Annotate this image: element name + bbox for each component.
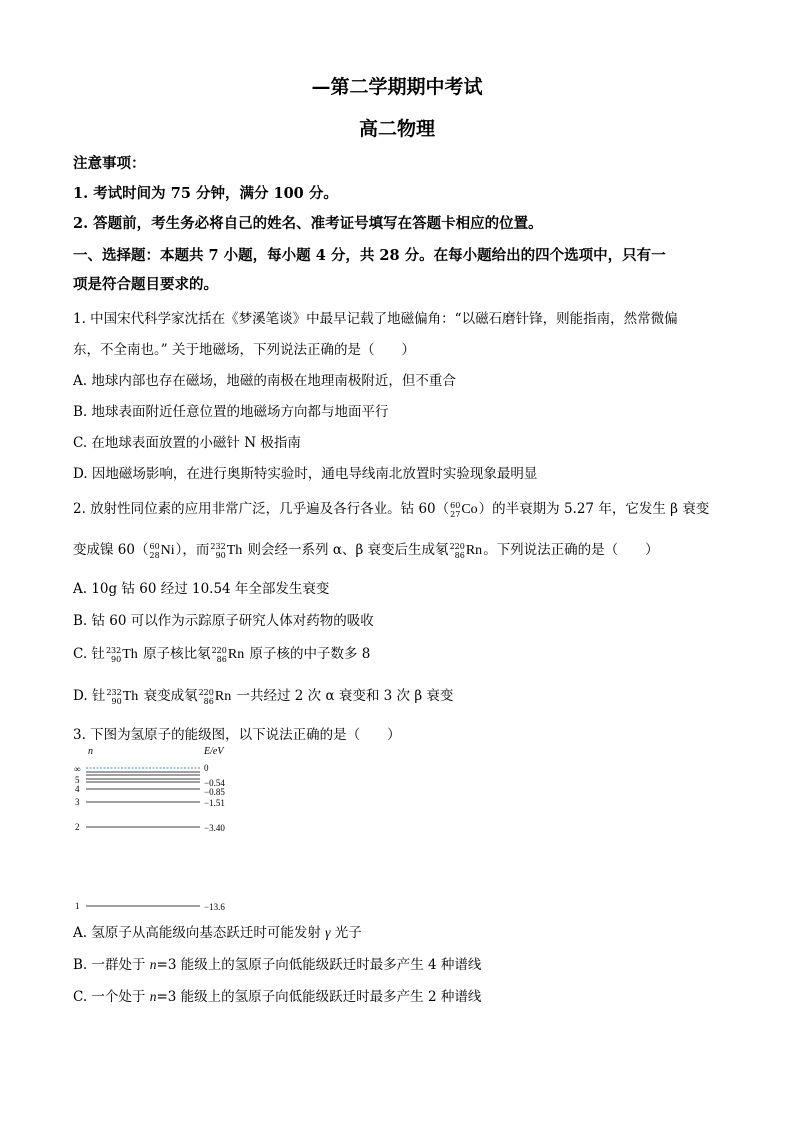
n-label-inf: ∞ bbox=[74, 764, 81, 774]
energy-label-5: −0.54 bbox=[204, 778, 225, 788]
subject-title: 高二物理 bbox=[358, 118, 435, 140]
question-1-line-1: 1. 中国宋代科学家沈括在《梦溪笔谈》中最早记载了地磁偏角：“以磁石磨针锋，则能指南，然常微偏 bbox=[73, 311, 678, 327]
n-label-2: 2 bbox=[75, 822, 80, 832]
isotope-th232: 232 90 Th bbox=[210, 541, 243, 560]
notice-item-1: 1. 考试时间为 75 分钟，满分 100 分。 bbox=[73, 185, 338, 202]
isotope-rn220: 220 86 Rn bbox=[449, 541, 483, 560]
isotope-ni60: 60 28 Ni bbox=[149, 541, 175, 560]
n-label-1: 1 bbox=[75, 901, 80, 911]
n-label-5: 5 bbox=[75, 775, 80, 785]
question-3-option-a: A. 氢原子从高能级向基态跃迁时可能发射 γ 光子 bbox=[73, 925, 362, 941]
notice-heading: 注意事项： bbox=[73, 155, 146, 172]
question-3-stem: 3. 下图为氢原子的能级图，以下说法正确的是（ ） bbox=[73, 727, 401, 743]
isotope-co60: 60 27 Co bbox=[450, 500, 478, 519]
question-2-option-b: B. 钴 60 可以作为示踪原子研究人体对药物的吸收 bbox=[73, 613, 374, 629]
section-heading-line-2: 项是符合题目要求的。 bbox=[73, 276, 218, 293]
energy-label-4: −0.85 bbox=[204, 787, 225, 797]
axis-label-energy: E/eV bbox=[204, 746, 224, 757]
question-3-option-c: C. 一个处于 n=3 能级上的氢原子向低能级跃迁时最多产生 2 种谱线 bbox=[73, 989, 482, 1005]
question-2-option-d: D. 钍 232 90 Th 衰变成氡 220 86 Rn 一共经过 2 次 α 衰变和 3 次 β 衰变 bbox=[73, 687, 454, 706]
isotope-rn220: 220 86 Rn bbox=[211, 645, 245, 664]
question-1-line-2: 东，不全南也。” 关于地磁场，下列说法正确的是（ ） bbox=[73, 342, 415, 358]
question-2-option-a: A. 10g 钴 60 经过 10.54 年全部发生衰变 bbox=[73, 581, 330, 597]
n-label-4: 4 bbox=[75, 784, 80, 794]
question-1-option-c: C. 在地球表面放置的小磁针 N 极指南 bbox=[73, 435, 301, 451]
energy-label-inf: 0 bbox=[204, 763, 209, 773]
question-1-option-b: B. 地球表面附近任意位置的地磁场方向都与地面平行 bbox=[73, 404, 389, 420]
exam-title: —第二学期期中考试 bbox=[311, 76, 483, 98]
axis-label-n: n bbox=[88, 746, 93, 757]
isotope-rn220: 220 86 Rn bbox=[198, 687, 232, 706]
energy-level-diagram bbox=[70, 742, 320, 914]
question-2-option-c: C. 钍 232 90 Th 原子核比氡 220 86 Rn 原子核的中子数多 8 bbox=[73, 645, 371, 664]
n-label-3: 3 bbox=[75, 797, 80, 807]
question-3-option-b: B. 一群处于 n=3 能级上的氢原子向低能级跃迁时最多产生 4 种谱线 bbox=[73, 957, 482, 973]
question-1-option-d: D. 因地磁场影响，在进行奥斯特实验时，通电导线南北放置时实验现象最明显 bbox=[73, 466, 538, 482]
isotope-th232: 232 90 Th bbox=[105, 645, 138, 664]
question-2-line-1: 2. 放射性同位素的应用非常广泛，几乎遍及各行各业。钴 60（ 60 27 Co ）的半衰期为 5.27 年，它发生 β 衰变 bbox=[73, 500, 710, 519]
question-2-line-2: 变成镍 60（ 60 28 Ni ），而 232 90 Th 则会经一系列 α、β 衰变后生成氡 220 86 Rn 。下列说法正确的是（ ） bbox=[73, 541, 659, 560]
energy-label-2: −3.40 bbox=[204, 823, 225, 833]
notice-item-2: 2. 答题前，考生务必将自己的姓名、准考证号填写在答题卡相应的位置。 bbox=[73, 215, 543, 232]
isotope-th232: 232 90 Th bbox=[106, 687, 139, 706]
energy-label-3: −1.51 bbox=[204, 798, 225, 808]
question-1-option-a: A. 地球内部也存在磁场，地磁的南极在地理南极附近，但不重合 bbox=[73, 373, 456, 389]
energy-label-1: −13.6 bbox=[204, 902, 225, 912]
section-heading-line-1: 一、选择题：本题共 7 小题，每小题 4 分，共 28 分。在每小题给出的四个选项中，只有一 bbox=[73, 247, 666, 264]
